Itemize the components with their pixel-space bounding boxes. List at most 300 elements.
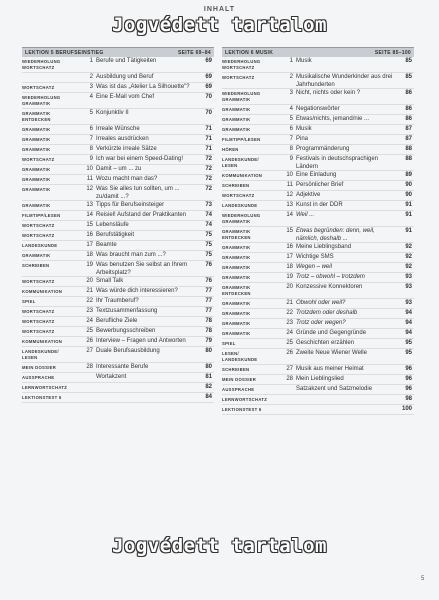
toc-page: 92 xyxy=(405,244,412,250)
toc-title: Trotz – obwohl – trotzdem xyxy=(296,274,365,280)
toc-title: Geschichten erzählen xyxy=(296,340,355,346)
toc-number: 18 xyxy=(86,252,93,258)
toc-category: GRAMMATIK xyxy=(22,203,51,208)
toc-number: 22 xyxy=(86,298,93,304)
toc-row xyxy=(222,201,414,211)
toc-number: 17 xyxy=(86,242,93,248)
lesson-title: LEKTION 5 BERUFSEINSTIEG xyxy=(25,49,104,56)
toc-page: 69 xyxy=(205,84,212,90)
toc-category: GRAMMATIK xyxy=(222,245,251,250)
toc-category: WORTSCHATZ xyxy=(22,329,55,334)
toc-row xyxy=(222,329,414,339)
toc-page: 98 xyxy=(405,396,412,402)
toc-category: WORTSCHATZ xyxy=(22,279,55,284)
toc-title: Was Sie alles tun sollten, um ... zu/damit ...? xyxy=(96,186,180,200)
toc-title: Tipps für Berufseinsteiger xyxy=(96,202,165,208)
toc-number: 3 xyxy=(89,84,93,90)
toc-title: Musik xyxy=(296,126,312,132)
toc-category: GRAMMATIK xyxy=(22,253,51,258)
toc-row xyxy=(22,135,214,145)
toc-title: Negationswörter xyxy=(296,106,340,112)
toc-title: Was braucht man zum ...? xyxy=(96,252,166,258)
toc-title: Eine E-Mail vom Chef xyxy=(96,94,155,100)
toc-row xyxy=(222,365,414,375)
watermark-top: Jogvédett tartalom xyxy=(112,14,327,36)
toc-title: Textzusammenfassung xyxy=(96,308,158,314)
toc-number: 1 xyxy=(89,58,93,64)
toc-category: GRAMMATIK ENTDECKEN xyxy=(222,285,251,296)
toc-title: Wichtige SMS xyxy=(296,254,334,260)
toc-category: WORTSCHATZ xyxy=(22,157,55,162)
toc-title: Beamte xyxy=(96,242,117,248)
toc-number: 3 xyxy=(289,90,293,96)
toc-page: 78 xyxy=(205,328,212,334)
toc-number: 2 xyxy=(289,74,293,80)
toc-category: GRAMMATIK xyxy=(22,167,51,172)
toc-number: 20 xyxy=(286,284,293,290)
toc-title: Meine Lieblingsband xyxy=(296,244,352,250)
toc-page: 94 xyxy=(405,320,412,326)
toc-title: Verkürzte irreale Sätze xyxy=(96,146,157,152)
toc-title: Persönlicher Brief xyxy=(296,182,344,188)
toc-page: 90 xyxy=(405,192,412,198)
toc-category: KOMMUNIKATION xyxy=(22,339,63,344)
toc-title: Berufliche Ziele xyxy=(96,318,138,324)
toc-row xyxy=(22,393,214,403)
toc-page: 93 xyxy=(405,300,412,306)
toc-number: 10 xyxy=(86,166,93,172)
toc-row xyxy=(22,125,214,135)
toc-title: Was ist das „Atelier La Silhouette"? xyxy=(96,84,190,90)
lesson-page-range: SEITE 69–84 xyxy=(177,49,211,56)
toc-page: 71 xyxy=(205,146,212,152)
toc-number: 7 xyxy=(89,136,93,142)
toc-title: Ihr Traumberuf? xyxy=(96,298,139,304)
toc-page: 75 xyxy=(205,242,212,248)
toc-page: 74 xyxy=(205,212,212,218)
toc-row xyxy=(222,253,414,263)
toc-category: LEKTIONSTEST 5 xyxy=(22,395,62,400)
toc-category: GRAMMATIK ENTDECKEN xyxy=(22,111,51,122)
toc-page: 72 xyxy=(205,186,212,192)
toc-category: LANDESKUNDE/ LESEN xyxy=(22,349,59,360)
toc-page: 81 xyxy=(205,374,212,380)
toc-page: 77 xyxy=(205,308,212,314)
toc-page: 85 xyxy=(405,74,412,80)
toc-row xyxy=(222,105,414,115)
toc-row xyxy=(22,287,214,297)
toc-page: 93 xyxy=(405,284,412,290)
toc-number: 8 xyxy=(89,146,93,152)
toc-category: GRAMMATIK xyxy=(222,311,251,316)
toc-number: 21 xyxy=(286,300,293,306)
toc-category: FILMTIPP/LESEN xyxy=(222,137,261,142)
toc-number: 11 xyxy=(86,176,93,182)
toc-row xyxy=(22,211,214,221)
toc-row xyxy=(222,73,414,89)
toc-title: Programmänderung xyxy=(296,146,350,152)
toc-number: 28 xyxy=(86,364,93,370)
toc-row xyxy=(222,339,414,349)
toc-number: 24 xyxy=(86,318,93,324)
toc-number: 25 xyxy=(286,340,293,346)
toc-number: 10 xyxy=(286,172,293,178)
toc-category: SCHREIBEN xyxy=(222,183,250,188)
toc-number: 4 xyxy=(89,94,93,100)
toc-row xyxy=(222,273,414,283)
toc-number: 13 xyxy=(86,202,93,208)
toc-page: 77 xyxy=(205,288,212,294)
toc-title: Wozu macht man das? xyxy=(96,176,158,182)
toc-title: Lebensläufe xyxy=(96,222,129,228)
toc-page: 78 xyxy=(205,318,212,324)
toc-row xyxy=(222,145,414,155)
toc-category: LANDESKUNDE xyxy=(222,203,258,208)
toc-title: Ich war bei einem Speed-Dating! xyxy=(96,156,184,162)
toc-number: 26 xyxy=(286,350,293,356)
toc-number: 16 xyxy=(86,232,93,238)
watermark-bottom: Jogvédett tartalom xyxy=(112,535,327,557)
toc-number: 22 xyxy=(286,310,293,316)
toc-number: 5 xyxy=(289,116,293,122)
toc-row xyxy=(222,299,414,309)
toc-page: 86 xyxy=(405,106,412,112)
toc-title: Pina xyxy=(296,136,309,142)
toc-page: 69 xyxy=(205,74,212,80)
toc-category: LANDESKUNDE/ LESEN xyxy=(222,157,259,168)
toc-page: 95 xyxy=(405,340,412,346)
toc-row xyxy=(222,375,414,385)
toc-title: Konzessive Konnektoren xyxy=(296,284,363,290)
toc-number: 21 xyxy=(86,288,93,294)
toc-number: 20 xyxy=(86,278,93,284)
toc-number: 2 xyxy=(89,74,93,80)
toc-number: 27 xyxy=(86,348,93,354)
toc-title: Berufe und Tätigkeiten xyxy=(96,58,157,64)
toc-page: 77 xyxy=(205,298,212,304)
toc-page: 87 xyxy=(405,126,412,132)
toc-number: 28 xyxy=(286,376,293,382)
toc-page: 93 xyxy=(405,274,412,280)
toc-category: MEIN DOSSIER xyxy=(222,377,257,382)
toc-category: WORTSCHATZ xyxy=(22,319,55,324)
toc-category: SPIEL xyxy=(22,299,36,304)
toc-category: LANDESKUNDE xyxy=(22,243,58,248)
toc-row xyxy=(22,83,214,93)
toc-page: 96 xyxy=(405,376,412,382)
toc-page: 86 xyxy=(405,90,412,96)
toc-page: 72 xyxy=(205,156,212,162)
toc-row xyxy=(222,405,414,415)
toc-category: MEIN DOSSIER xyxy=(22,365,57,370)
toc-title: Wortakzent xyxy=(96,374,127,380)
toc-page: 79 xyxy=(205,338,212,344)
toc-row xyxy=(222,319,414,329)
toc-category: WORTSCHATZ xyxy=(222,75,255,80)
toc-row xyxy=(22,241,214,251)
toc-row xyxy=(22,373,214,383)
toc-page: 76 xyxy=(205,262,212,268)
toc-number: 1 xyxy=(289,58,293,64)
toc-page: 100 xyxy=(401,406,412,412)
toc-title: Satzakzent und Satzmelodie xyxy=(296,386,373,392)
toc-category: LEKTIONSTEST 6 xyxy=(222,407,262,412)
toc-title: Was würde dich interessieren? xyxy=(96,288,178,294)
toc-row xyxy=(22,93,214,109)
toc-title: Gründe und Gegengründe xyxy=(296,330,367,336)
toc-page: 71 xyxy=(205,136,212,142)
toc-title: Festivals in deutschsprachigen Ländern xyxy=(296,156,379,170)
toc-page: 82 xyxy=(205,384,212,390)
toc-title: Berufstätigkeit xyxy=(96,232,135,238)
toc-category: KOMMUNIKATION xyxy=(222,173,263,178)
toc-number: 15 xyxy=(286,228,293,234)
lesson-header xyxy=(22,47,214,57)
toc-row xyxy=(22,109,214,125)
toc-page: 72 xyxy=(205,166,212,172)
toc-column-lektion-5 xyxy=(22,47,214,403)
toc-page: 85 xyxy=(405,58,412,64)
toc-category: LERNWORTSCHATZ xyxy=(22,385,68,390)
toc-number: 4 xyxy=(289,106,293,112)
toc-page: 88 xyxy=(405,146,412,152)
toc-title: Musik aus meiner Heimat xyxy=(296,366,364,372)
toc-number: 13 xyxy=(286,202,293,208)
toc-category: WIEDERHOLUNG WORTSCHATZ xyxy=(222,59,261,70)
toc-category: GRAMMATIK xyxy=(222,127,251,132)
toc-row xyxy=(222,227,414,243)
toc-category: GRAMMATIK xyxy=(22,177,51,182)
toc-title: Reisiel! Aufstand der Praktikanten xyxy=(96,212,187,218)
toc-category: LERNWORTSCHATZ xyxy=(222,397,268,402)
toc-title: Mein Lieblingslied xyxy=(296,376,344,382)
toc-row xyxy=(22,307,214,317)
toc-category: GRAMMATIK xyxy=(222,275,251,280)
toc-number: 19 xyxy=(86,262,93,268)
toc-page: 70 xyxy=(205,94,212,100)
toc-title: Etwas/nichts, jemand/nie ... xyxy=(296,116,370,122)
toc-title: Interessante Berufe xyxy=(96,364,149,370)
toc-title: Wegen – weil xyxy=(296,264,332,270)
toc-title: Trotz oder wegen? xyxy=(296,320,346,326)
toc-row xyxy=(222,57,414,73)
toc-row xyxy=(22,165,214,175)
toc-page: 75 xyxy=(205,232,212,238)
toc-title: Musik xyxy=(296,58,312,64)
toc-number: 9 xyxy=(89,156,93,162)
toc-page: 88 xyxy=(405,156,412,162)
toc-title: Damit – um ... zu xyxy=(96,166,142,172)
toc-page: 70 xyxy=(205,110,212,116)
toc-title: Small Talk xyxy=(96,278,124,284)
toc-row xyxy=(222,89,414,105)
toc-row xyxy=(22,155,214,165)
toc-category: WIEDERHOLUNG GRAMMATIK xyxy=(22,95,61,106)
toc-column-lektion-6 xyxy=(222,47,414,415)
toc-title: Trotzdem oder deshalb xyxy=(296,310,358,316)
toc-row xyxy=(22,73,214,83)
toc-row xyxy=(22,327,214,337)
toc-number: 11 xyxy=(286,182,293,188)
toc-page: 91 xyxy=(405,228,412,234)
toc-category: GRAMMATIK xyxy=(222,255,251,260)
toc-title: Musikalische Wunderkinder aus drei Jahrhunderten xyxy=(296,74,393,88)
toc-title: Was benutzen Sie selbst an Ihrem Arbeitsplatz? xyxy=(96,262,188,276)
toc-row xyxy=(22,251,214,261)
toc-number: 6 xyxy=(89,126,93,132)
toc-category: WIEDERHOLUNG WORTSCHATZ xyxy=(22,59,61,70)
toc-number: 19 xyxy=(286,274,293,280)
toc-number: 12 xyxy=(86,186,93,192)
toc-page: 91 xyxy=(405,202,412,208)
toc-category: SCHREIBEN xyxy=(22,263,50,268)
toc-number: 5 xyxy=(89,110,93,116)
lesson-header xyxy=(222,47,414,57)
toc-row xyxy=(222,263,414,273)
toc-category: GRAMMATIK xyxy=(222,301,251,306)
toc-category: WORTSCHATZ xyxy=(22,85,55,90)
toc-row xyxy=(22,383,214,393)
toc-title: Irreale Wünsche xyxy=(96,126,140,132)
toc-category: AUSSPRACHE xyxy=(222,387,255,392)
toc-category: SPIEL xyxy=(222,341,236,346)
toc-number: 16 xyxy=(286,244,293,250)
toc-row xyxy=(222,309,414,319)
toc-title: Irreales ausdrücken xyxy=(96,136,149,142)
toc-category: WORTSCHATZ xyxy=(22,223,55,228)
toc-title: Ausbildung und Beruf xyxy=(96,74,154,80)
toc-number: 23 xyxy=(286,320,293,326)
toc-row xyxy=(22,347,214,363)
toc-category: WIEDERHOLUNG GRAMMATIK xyxy=(222,91,261,102)
toc-row xyxy=(222,283,414,299)
toc-category: HÖREN xyxy=(222,147,239,152)
toc-row xyxy=(222,211,414,227)
toc-number: 14 xyxy=(286,212,293,218)
toc-number: 7 xyxy=(289,136,293,142)
toc-page: 76 xyxy=(205,278,212,284)
toc-number: 8 xyxy=(289,146,293,152)
toc-number: 24 xyxy=(286,330,293,336)
toc-row xyxy=(222,385,414,395)
toc-number: 15 xyxy=(86,222,93,228)
toc-category: FILMTIPP/LESEN xyxy=(22,213,61,218)
toc-category: GRAMMATIK xyxy=(222,331,251,336)
toc-number: 6 xyxy=(289,126,293,132)
toc-page: 80 xyxy=(205,348,212,354)
toc-row xyxy=(22,231,214,241)
toc-row xyxy=(22,221,214,231)
toc-category: GRAMMATIK xyxy=(222,265,251,270)
toc-number: 26 xyxy=(86,338,93,344)
toc-category: GRAMMATIK xyxy=(222,107,251,112)
lesson-title: LEKTION 6 MUSIK xyxy=(225,49,274,56)
toc-category: WORTSCHATZ xyxy=(222,193,255,198)
toc-page: 80 xyxy=(205,364,212,370)
toc-row xyxy=(222,243,414,253)
toc-title: Bewerbungsschreiben xyxy=(96,328,156,334)
toc-category: GRAMMATIK xyxy=(22,127,51,132)
toc-row xyxy=(22,261,214,277)
toc-title: Kunst in der DDR xyxy=(296,202,343,208)
page-number: 5 xyxy=(421,576,425,582)
toc-number: 18 xyxy=(286,264,293,270)
toc-category: WIEDERHOLUNG GRAMMATIK xyxy=(222,213,261,224)
toc-number: 25 xyxy=(86,328,93,334)
toc-row xyxy=(22,201,214,211)
toc-row xyxy=(222,191,414,201)
toc-row xyxy=(222,171,414,181)
lesson-page-range: SEITE 85–100 xyxy=(374,49,411,56)
toc-page: 89 xyxy=(405,172,412,178)
page-header-title: INHALT xyxy=(203,6,236,13)
toc-row xyxy=(222,125,414,135)
toc-row xyxy=(22,57,214,73)
toc-title: Obwohl oder weil? xyxy=(296,300,346,306)
toc-title: Nicht, nichts oder kein ? xyxy=(296,90,361,96)
toc-category: WORTSCHATZ xyxy=(22,233,55,238)
toc-row xyxy=(222,155,414,171)
toc-number: 9 xyxy=(289,156,293,162)
toc-page: 96 xyxy=(405,386,412,392)
toc-page: 71 xyxy=(205,126,212,132)
toc-page: 87 xyxy=(405,136,412,142)
toc-page: 69 xyxy=(205,58,212,64)
toc-page: 96 xyxy=(405,366,412,372)
toc-category: GRAMMATIK xyxy=(22,137,51,142)
toc-title: Etwas begründen: denn, weil, nämlich, deshalb ... xyxy=(296,228,375,242)
toc-row xyxy=(222,135,414,145)
toc-page: 86 xyxy=(405,116,412,122)
toc-page: 90 xyxy=(405,182,412,188)
toc-category: SCHREIBEN xyxy=(222,367,250,372)
toc-title: Zweite Neue Wiener Welle xyxy=(296,350,367,356)
toc-title: Interview – Fragen und Antworten xyxy=(96,338,186,344)
toc-row xyxy=(22,297,214,307)
toc-row xyxy=(22,175,214,185)
toc-category: GRAMMATIK xyxy=(22,187,51,192)
toc-page: 74 xyxy=(205,222,212,228)
toc-row xyxy=(222,395,414,405)
toc-category: KOMMUNIKATION xyxy=(22,289,63,294)
toc-row xyxy=(22,317,214,327)
toc-row xyxy=(222,181,414,191)
toc-category: WORTSCHATZ xyxy=(22,309,55,314)
toc-number: 12 xyxy=(286,192,293,198)
toc-page: 73 xyxy=(205,202,212,208)
toc-page: 84 xyxy=(205,394,212,400)
toc-category: GRAMMATIK xyxy=(222,117,251,122)
toc-title: Duale Berufsausbildung xyxy=(96,348,160,354)
toc-row xyxy=(22,337,214,347)
toc-page: 94 xyxy=(405,330,412,336)
toc-rows xyxy=(222,57,414,415)
toc-row xyxy=(22,145,214,155)
toc-number: 17 xyxy=(286,254,293,260)
toc-category: GRAMMATIK xyxy=(22,147,51,152)
toc-page: 75 xyxy=(205,252,212,258)
toc-category: AUSSPRACHE xyxy=(22,375,55,380)
toc-page: 92 xyxy=(405,264,412,270)
toc-number: 23 xyxy=(86,308,93,314)
toc-rows xyxy=(22,57,214,403)
toc-row xyxy=(222,115,414,125)
toc-page: 94 xyxy=(405,310,412,316)
toc-row xyxy=(22,185,214,201)
toc-title: Adjektive xyxy=(296,192,321,198)
toc-row xyxy=(22,363,214,373)
toc-number: 27 xyxy=(286,366,293,372)
